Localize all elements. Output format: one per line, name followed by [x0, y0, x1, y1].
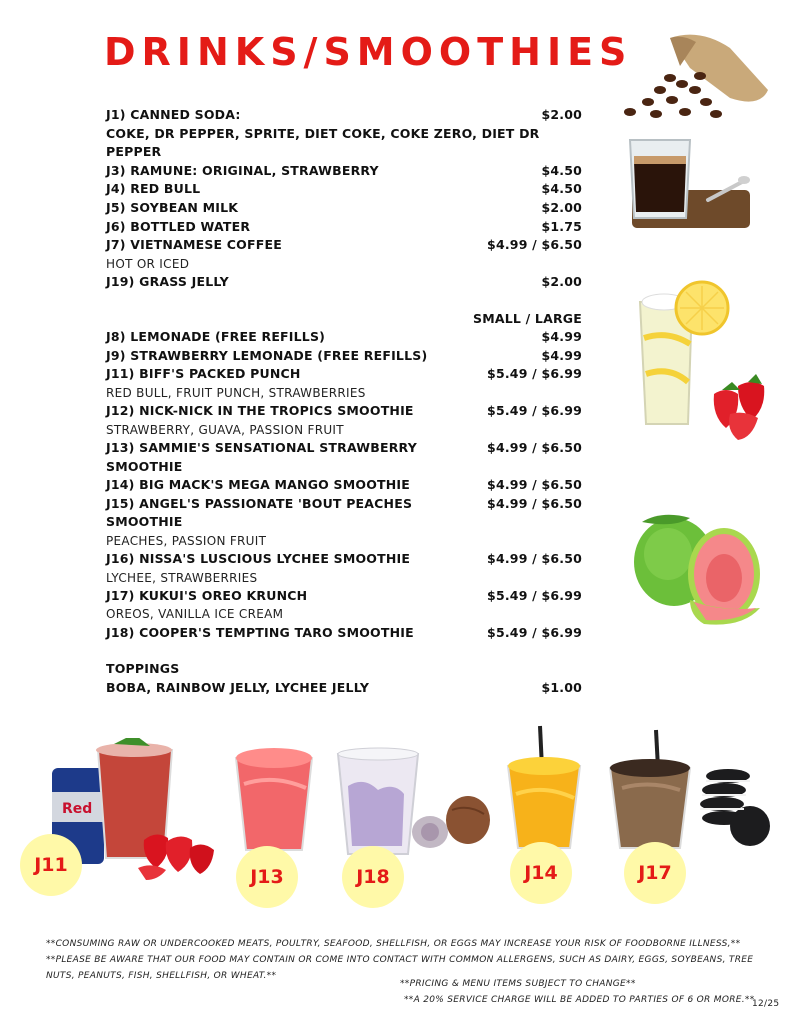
menu-item-name: J19) GRASS JELLY — [106, 273, 229, 289]
menu-item — [106, 273, 582, 292]
menu-item-price: $2.00 — [541, 199, 582, 215]
menu-item-price: $4.99 / $6.50 — [487, 551, 582, 567]
menu-item — [106, 495, 582, 532]
svg-text:Red: Red — [62, 801, 93, 817]
menu-item-name: J16) NISSA'S LUSCIOUS LYCHEE SMOOTHIE — [106, 551, 411, 567]
guava-image — [632, 508, 764, 626]
menu-item-name: J11) BIFF'S PACKED PUNCH — [106, 366, 301, 382]
menu-item-name: J7) VIETNAMESE COFFEE — [106, 237, 282, 253]
menu-item-description: HOT OR ICED — [106, 256, 190, 271]
menu-item-price: $2.00 — [541, 107, 582, 122]
menu-item-description: COKE, DR PEPPER, SPRITE, DIET COKE, COKE ZERO, DIET DR PEPPER — [106, 125, 540, 160]
menu-item-price: SMALL / LARGE — [473, 310, 582, 326]
badge-j13: J13 — [236, 846, 298, 908]
menu-item — [106, 180, 582, 199]
menu-item-price: $2.00 — [541, 273, 582, 289]
menu-item — [106, 199, 582, 218]
menu-item — [106, 439, 582, 476]
menu-item-name: J9) STRAWBERRY LEMONADE (FREE REFILLS) — [106, 347, 428, 363]
j18-taro-smoothie-image — [334, 746, 496, 858]
menu-item-price: $4.99 / $6.50 — [487, 477, 582, 493]
badge-j18: J18 — [342, 846, 404, 908]
menu-item-name: J1) CANNED SODA: — [106, 107, 241, 122]
menu-item-price: $5.49 / $6.99 — [487, 366, 582, 382]
menu-item — [106, 624, 582, 643]
allergen-notice-2: **PLEASE BE AWARE THAT OUR FOOD MAY CONTAIN OR COME INTO CONTACT WITH COMMON ALLERGENS, SUCH AS DAIRY, EGGS, SOYBEANS, TREE — [46, 955, 754, 965]
menu-item-price: $4.99 — [541, 329, 582, 345]
badge-j17: J17 — [624, 842, 686, 904]
menu-item-price: $5.49 / $6.99 — [487, 587, 582, 603]
menu-item-name: BOBA, RAINBOW JELLY, LYCHEE JELLY — [106, 679, 370, 695]
menu-item — [106, 310, 582, 329]
menu-item-price: $4.99 / $6.50 — [487, 439, 582, 455]
menu-item-name: J15) ANGEL'S PASSIONATE 'BOUT PEACHES SMOOTHIE — [106, 495, 413, 530]
menu-item-price: $5.49 / $6.99 — [487, 403, 582, 419]
menu-item — [106, 476, 582, 495]
j17-oreo-smoothie-image — [604, 728, 782, 852]
menu-item-name: J8) LEMONADE (FREE REFILLS) — [106, 329, 326, 345]
menu-item — [106, 347, 582, 366]
menu-item — [106, 679, 582, 698]
menu-item-name: J4) RED BULL — [106, 181, 201, 197]
menu-item — [106, 587, 582, 606]
menu-gap — [106, 642, 582, 660]
menu-item-name: J12) NICK-NICK IN THE TROPICS SMOOTHIE — [106, 403, 414, 419]
menu-item — [106, 328, 582, 347]
coffee-beans-sack-image — [610, 28, 770, 124]
vietnamese-coffee-image — [624, 132, 754, 238]
menu-item-price: $4.99 / $6.50 — [487, 237, 582, 253]
menu-item-description: RED BULL, FRUIT PUNCH, STRAWBERRIES — [106, 385, 366, 400]
menu-item — [106, 550, 582, 569]
menu-item-description: LYCHEE, STRAWBERRIES — [106, 570, 258, 585]
j14-mango-smoothie-image — [504, 724, 584, 852]
service-charge-notice: **A 20% SERVICE CHARGE WILL BE ADDED TO PARTIES OF 6 OR MORE.** — [404, 995, 755, 1005]
menu-item-price: $4.50 — [541, 181, 582, 197]
menu-item-price: $5.49 / $6.99 — [487, 624, 582, 640]
pricing-notice: **PRICING & MENU ITEMS SUBJECT TO CHANGE** — [400, 979, 636, 989]
menu-item — [106, 365, 582, 384]
menu-item — [106, 162, 582, 181]
allergen-notice-1: **CONSUMING RAW OR UNDERCOOKED MEATS, POULTRY, SEAFOOD, SHELLFISH, OR EGGS MAY INCREASE YOUR RISK OF FOODBORNE ILLNESS,** — [46, 939, 741, 949]
menu-item-name: J13) SAMMIE'S SENSATIONAL STRAWBERRY SMOOTHIE — [106, 439, 417, 474]
menu-list — [106, 106, 582, 697]
menu-item-description: PEACHES, PASSION FRUIT — [106, 533, 267, 548]
menu-item — [106, 218, 582, 237]
menu-item-name: TOPPINGS — [106, 661, 180, 677]
menu-item-description: STRAWBERRY, GUAVA, PASSION FRUIT — [106, 422, 344, 437]
menu-item-price: $4.99 — [541, 347, 582, 363]
page-title: DRINKS/SMOOTHIES — [104, 30, 633, 74]
menu-item-name: J3) RAMUNE: ORIGINAL, STRAWBERRY — [106, 162, 379, 178]
menu-item — [106, 236, 582, 255]
menu-item — [106, 402, 582, 421]
menu-item-price: $4.50 — [541, 162, 582, 178]
menu-item-name: J18) COOPER'S TEMPTING TARO SMOOTHIE — [106, 624, 414, 640]
menu-item — [106, 106, 582, 125]
menu-item-name: J17) KUKUI'S OREO KRUNCH — [106, 587, 308, 603]
menu-item-price: $1.75 — [541, 218, 582, 234]
menu-item-name: J6) BOTTLED WATER — [106, 218, 251, 234]
menu-item — [106, 660, 582, 679]
menu-date: 12/25 — [752, 999, 780, 1009]
j13-strawberry-smoothie-image — [232, 744, 316, 854]
menu-item-name: J14) BIG MACK'S MEGA MANGO SMOOTHIE — [106, 477, 411, 493]
lemonade-image — [622, 278, 778, 448]
menu-item-name: J5) SOYBEAN MILK — [106, 199, 239, 215]
menu-item-price: $1.00 — [541, 679, 582, 695]
allergen-notice-3: NUTS, PEANUTS, FISH, SHELLFISH, OR WHEAT.** — [46, 971, 277, 981]
menu-item-price: $4.99 / $6.50 — [487, 495, 582, 511]
badge-j14: J14 — [510, 842, 572, 904]
menu-gap — [106, 292, 582, 310]
badge-j11: J11 — [20, 834, 82, 896]
menu-item-description: OREOS, VANILLA ICE CREAM — [106, 607, 284, 622]
